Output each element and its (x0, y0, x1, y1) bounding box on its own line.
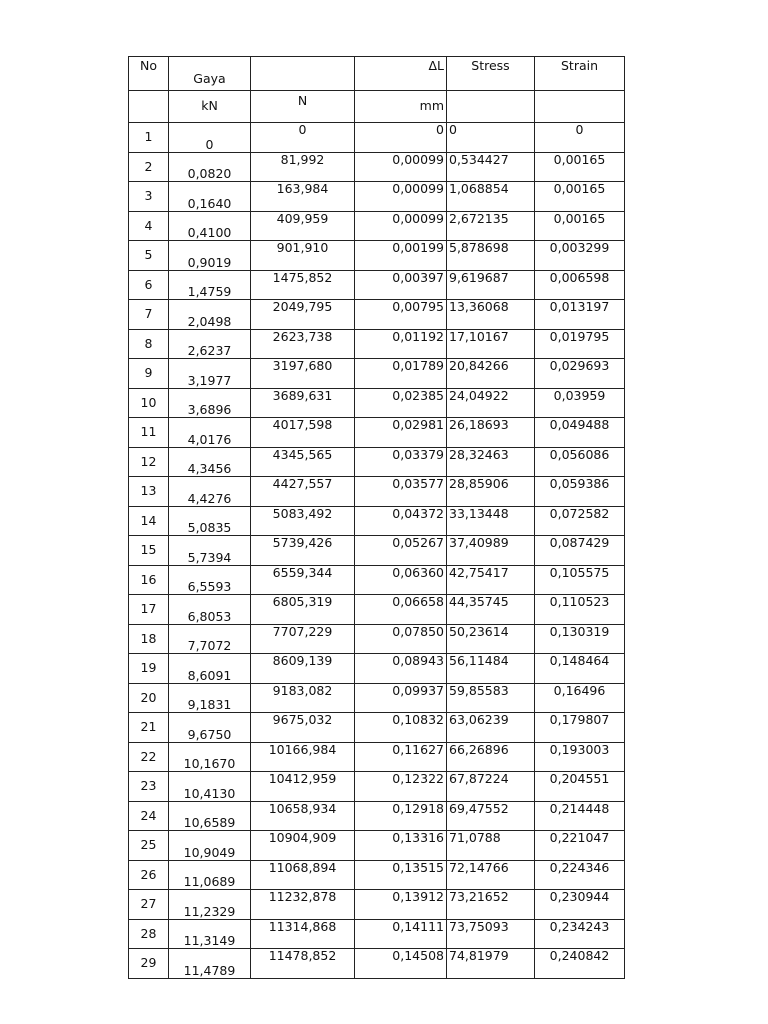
table-row (129, 949, 625, 979)
cell-gaya: 6,5593 (169, 565, 251, 595)
cell-newton: 6805,319 (251, 595, 355, 625)
cell-gaya: 9,6750 (169, 713, 251, 743)
cell-delta-l: 0,00795 (355, 300, 447, 330)
header-no: No (129, 57, 169, 91)
cell-strain: 0,00165 (535, 211, 625, 241)
cell-strain: 0,16496 (535, 683, 625, 713)
cell-newton: 11314,868 (251, 919, 355, 949)
cell-gaya: 6,8053 (169, 595, 251, 625)
table-row (129, 506, 625, 536)
cell-gaya: 10,6589 (169, 801, 251, 831)
cell-strain: 0,059386 (535, 477, 625, 507)
cell-newton: 10412,959 (251, 772, 355, 802)
cell-newton: 6559,344 (251, 565, 355, 595)
cell-strain: 0,179807 (535, 713, 625, 743)
cell-gaya: 8,6091 (169, 654, 251, 684)
cell-strain: 0,148464 (535, 654, 625, 684)
cell-strain: 0,029693 (535, 359, 625, 389)
header-strain: Strain (535, 57, 625, 91)
cell-no: 28 (129, 919, 169, 949)
table-row (129, 123, 625, 153)
cell-no: 7 (129, 300, 169, 330)
cell-newton: 2623,738 (251, 329, 355, 359)
table-row (129, 860, 625, 890)
cell-strain: 0,03959 (535, 388, 625, 418)
cell-gaya: 11,0689 (169, 860, 251, 890)
unit-gaya: kN (169, 90, 251, 123)
cell-delta-l: 0,00199 (355, 241, 447, 271)
cell-stress: 26,18693 (447, 418, 535, 448)
table-row (129, 742, 625, 772)
cell-gaya: 3,1977 (169, 359, 251, 389)
table-row (129, 388, 625, 418)
cell-no: 22 (129, 742, 169, 772)
cell-strain: 0,056086 (535, 447, 625, 477)
cell-gaya: 2,6237 (169, 329, 251, 359)
cell-no: 12 (129, 447, 169, 477)
cell-gaya: 10,4130 (169, 772, 251, 802)
cell-strain: 0,087429 (535, 536, 625, 566)
cell-newton: 4345,565 (251, 447, 355, 477)
table-row (129, 919, 625, 949)
cell-gaya: 11,2329 (169, 890, 251, 920)
cell-gaya: 9,1831 (169, 683, 251, 713)
cell-no: 1 (129, 123, 169, 153)
cell-newton: 9183,082 (251, 683, 355, 713)
cell-stress: 44,35745 (447, 595, 535, 625)
cell-strain: 0,224346 (535, 860, 625, 890)
cell-strain: 0,019795 (535, 329, 625, 359)
cell-newton: 3689,631 (251, 388, 355, 418)
cell-no: 18 (129, 624, 169, 654)
cell-no: 9 (129, 359, 169, 389)
cell-stress: 73,75093 (447, 919, 535, 949)
units-stress-blank (447, 90, 535, 123)
data-table (128, 56, 625, 979)
cell-stress: 0,534427 (447, 152, 535, 182)
table-row (129, 595, 625, 625)
cell-stress: 67,87224 (447, 772, 535, 802)
cell-strain: 0,110523 (535, 595, 625, 625)
cell-stress: 50,23614 (447, 624, 535, 654)
cell-newton: 3197,680 (251, 359, 355, 389)
cell-stress: 28,32463 (447, 447, 535, 477)
cell-stress: 69,47552 (447, 801, 535, 831)
cell-gaya: 0,1640 (169, 182, 251, 212)
cell-gaya: 11,3149 (169, 919, 251, 949)
table-row (129, 418, 625, 448)
cell-delta-l: 0,00397 (355, 270, 447, 300)
cell-newton: 409,959 (251, 211, 355, 241)
cell-gaya: 0,9019 (169, 241, 251, 271)
cell-strain: 0,072582 (535, 506, 625, 536)
cell-gaya: 11,4789 (169, 949, 251, 979)
units-strain-blank (535, 90, 625, 123)
cell-stress: 0 (447, 123, 535, 153)
cell-delta-l: 0 (355, 123, 447, 153)
cell-gaya: 0 (169, 123, 251, 153)
cell-delta-l: 0,14508 (355, 949, 447, 979)
cell-strain: 0,214448 (535, 801, 625, 831)
cell-newton: 10904,909 (251, 831, 355, 861)
cell-gaya: 4,4276 (169, 477, 251, 507)
table-row (129, 182, 625, 212)
cell-gaya: 5,7394 (169, 536, 251, 566)
cell-no: 11 (129, 418, 169, 448)
cell-stress: 33,13448 (447, 506, 535, 536)
cell-stress: 72,14766 (447, 860, 535, 890)
cell-gaya: 4,3456 (169, 447, 251, 477)
cell-no: 15 (129, 536, 169, 566)
cell-delta-l: 0,00099 (355, 182, 447, 212)
cell-gaya: 4,0176 (169, 418, 251, 448)
header-row (129, 57, 625, 91)
cell-delta-l: 0,03577 (355, 477, 447, 507)
units-row (129, 90, 625, 123)
cell-stress: 1,068854 (447, 182, 535, 212)
cell-newton: 5739,426 (251, 536, 355, 566)
cell-stress: 28,85906 (447, 477, 535, 507)
cell-no: 3 (129, 182, 169, 212)
cell-no: 8 (129, 329, 169, 359)
cell-delta-l: 0,00099 (355, 152, 447, 182)
cell-delta-l: 0,00099 (355, 211, 447, 241)
cell-gaya: 3,6896 (169, 388, 251, 418)
cell-gaya: 10,9049 (169, 831, 251, 861)
cell-delta-l: 0,13515 (355, 860, 447, 890)
table-row (129, 152, 625, 182)
cell-no: 24 (129, 801, 169, 831)
cell-strain: 0,00165 (535, 152, 625, 182)
cell-stress: 5,878698 (447, 241, 535, 271)
cell-strain: 0,013197 (535, 300, 625, 330)
cell-delta-l: 0,03379 (355, 447, 447, 477)
cell-stress: 59,85583 (447, 683, 535, 713)
cell-newton: 901,910 (251, 241, 355, 271)
cell-stress: 74,81979 (447, 949, 535, 979)
cell-stress: 9,619687 (447, 270, 535, 300)
cell-newton: 11232,878 (251, 890, 355, 920)
cell-delta-l: 0,14111 (355, 919, 447, 949)
unit-newton: N (251, 90, 355, 123)
cell-gaya: 0,0820 (169, 152, 251, 182)
cell-newton: 1475,852 (251, 270, 355, 300)
cell-no: 26 (129, 860, 169, 890)
table-row (129, 624, 625, 654)
cell-stress: 20,84266 (447, 359, 535, 389)
cell-stress: 73,21652 (447, 890, 535, 920)
cell-delta-l: 0,11627 (355, 742, 447, 772)
cell-stress: 24,04922 (447, 388, 535, 418)
cell-no: 14 (129, 506, 169, 536)
table-row (129, 211, 625, 241)
table-row (129, 536, 625, 566)
cell-gaya: 0,4100 (169, 211, 251, 241)
cell-newton: 9675,032 (251, 713, 355, 743)
cell-no: 13 (129, 477, 169, 507)
table-row (129, 241, 625, 271)
cell-no: 6 (129, 270, 169, 300)
cell-strain: 0,204551 (535, 772, 625, 802)
cell-strain: 0,221047 (535, 831, 625, 861)
cell-strain: 0,230944 (535, 890, 625, 920)
cell-delta-l: 0,01789 (355, 359, 447, 389)
cell-stress: 37,40989 (447, 536, 535, 566)
table-row (129, 713, 625, 743)
cell-strain: 0,003299 (535, 241, 625, 271)
cell-strain: 0,105575 (535, 565, 625, 595)
cell-no: 4 (129, 211, 169, 241)
cell-no: 29 (129, 949, 169, 979)
cell-strain: 0,049488 (535, 418, 625, 448)
cell-strain: 0,234243 (535, 919, 625, 949)
cell-newton: 163,984 (251, 182, 355, 212)
table-row (129, 270, 625, 300)
cell-stress: 42,75417 (447, 565, 535, 595)
units-no-blank (129, 90, 169, 123)
cell-stress: 66,26896 (447, 742, 535, 772)
cell-delta-l: 0,05267 (355, 536, 447, 566)
table-row (129, 890, 625, 920)
cell-newton: 5083,492 (251, 506, 355, 536)
cell-newton: 7707,229 (251, 624, 355, 654)
cell-gaya: 2,0498 (169, 300, 251, 330)
cell-newton: 2049,795 (251, 300, 355, 330)
cell-no: 27 (129, 890, 169, 920)
cell-newton: 81,992 (251, 152, 355, 182)
cell-delta-l: 0,01192 (355, 329, 447, 359)
cell-newton: 11478,852 (251, 949, 355, 979)
cell-delta-l: 0,09937 (355, 683, 447, 713)
cell-delta-l: 0,12322 (355, 772, 447, 802)
cell-stress: 2,672135 (447, 211, 535, 241)
table-row (129, 300, 625, 330)
cell-newton: 8609,139 (251, 654, 355, 684)
cell-gaya: 10,1670 (169, 742, 251, 772)
cell-no: 19 (129, 654, 169, 684)
header-newton-blank (251, 57, 355, 91)
table-row (129, 654, 625, 684)
cell-strain: 0,240842 (535, 949, 625, 979)
cell-delta-l: 0,02385 (355, 388, 447, 418)
cell-no: 17 (129, 595, 169, 625)
cell-newton: 4427,557 (251, 477, 355, 507)
cell-gaya: 5,0835 (169, 506, 251, 536)
table-row (129, 831, 625, 861)
table-row (129, 565, 625, 595)
cell-no: 5 (129, 241, 169, 271)
cell-newton: 0 (251, 123, 355, 153)
cell-delta-l: 0,08943 (355, 654, 447, 684)
cell-delta-l: 0,07850 (355, 624, 447, 654)
cell-no: 2 (129, 152, 169, 182)
cell-newton: 11068,894 (251, 860, 355, 890)
header-gaya: Gaya (169, 57, 251, 91)
cell-stress: 71,0788 (447, 831, 535, 861)
cell-no: 21 (129, 713, 169, 743)
cell-strain: 0,193003 (535, 742, 625, 772)
cell-delta-l: 0,13316 (355, 831, 447, 861)
cell-newton: 10166,984 (251, 742, 355, 772)
cell-delta-l: 0,06360 (355, 565, 447, 595)
cell-no: 25 (129, 831, 169, 861)
cell-newton: 4017,598 (251, 418, 355, 448)
header-delta-l: ΔL (355, 57, 447, 91)
unit-delta-l: mm (355, 90, 447, 123)
cell-stress: 56,11484 (447, 654, 535, 684)
cell-strain: 0,006598 (535, 270, 625, 300)
table-row (129, 772, 625, 802)
cell-no: 16 (129, 565, 169, 595)
table-row (129, 329, 625, 359)
cell-stress: 63,06239 (447, 713, 535, 743)
table-row (129, 447, 625, 477)
cell-delta-l: 0,13912 (355, 890, 447, 920)
cell-strain: 0 (535, 123, 625, 153)
table-row (129, 801, 625, 831)
cell-newton: 10658,934 (251, 801, 355, 831)
cell-delta-l: 0,10832 (355, 713, 447, 743)
cell-delta-l: 0,04372 (355, 506, 447, 536)
table-row (129, 683, 625, 713)
header-stress: Stress (447, 57, 535, 91)
cell-strain: 0,130319 (535, 624, 625, 654)
cell-no: 20 (129, 683, 169, 713)
table-body (129, 57, 625, 979)
cell-gaya: 1,4759 (169, 270, 251, 300)
cell-delta-l: 0,06658 (355, 595, 447, 625)
cell-stress: 13,36068 (447, 300, 535, 330)
cell-no: 10 (129, 388, 169, 418)
cell-gaya: 7,7072 (169, 624, 251, 654)
table-row (129, 477, 625, 507)
cell-strain: 0,00165 (535, 182, 625, 212)
cell-delta-l: 0,12918 (355, 801, 447, 831)
cell-delta-l: 0,02981 (355, 418, 447, 448)
cell-stress: 17,10167 (447, 329, 535, 359)
cell-no: 23 (129, 772, 169, 802)
table-row (129, 359, 625, 389)
